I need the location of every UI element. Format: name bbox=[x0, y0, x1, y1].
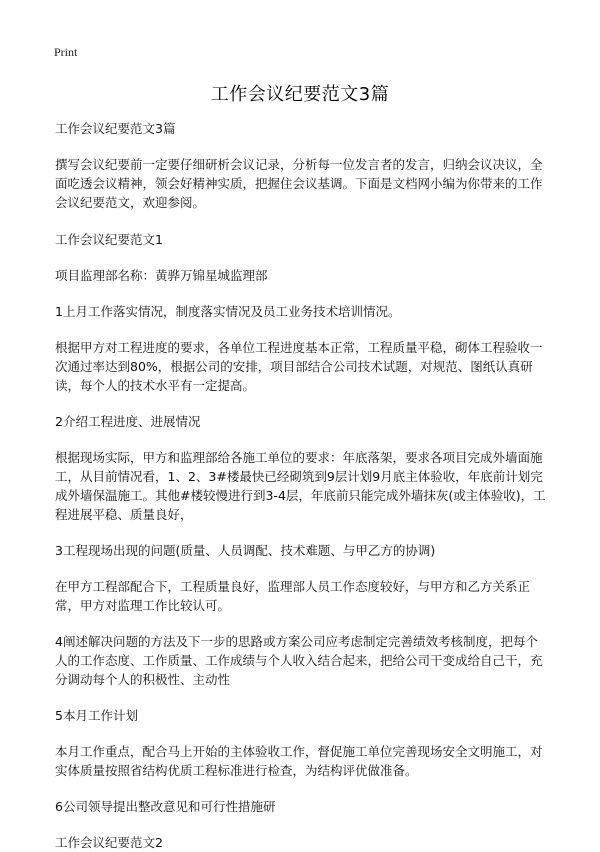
document-title: 工作会议纪要范文3篇 bbox=[210, 84, 390, 105]
paragraph-item-5: 本月工作重点，配合马上开始的主体验收工作，督促施工单位完善现场安全文明施工，对实体质量按照省结构优质工程标准进行检查，为结构评优做准备。 bbox=[55, 744, 543, 778]
section-heading-sample-2: 工作会议纪要范文2 bbox=[55, 835, 163, 850]
item-heading-2: 2介绍工程进度、进展情况 bbox=[55, 414, 201, 429]
print-link[interactable]: Print bbox=[54, 45, 78, 59]
item-heading-5: 5本月工作计划 bbox=[55, 708, 138, 723]
item-heading-6: 6公司领导提出整改意见和可行性措施研 bbox=[55, 799, 276, 814]
item-heading-1: 1上月工作落实情况，制度落实情况及员工业务技术培训情况。 bbox=[55, 304, 401, 319]
document-body bbox=[55, 119, 550, 852]
paragraph-project-name: 项目监理部名称：黄骅万锦星城监理部 bbox=[55, 268, 268, 283]
paragraph-item-1: 根据甲方对工程进度的要求，各单位工程进度基本正常，工程质量平稳，砌体工程验收一次通过率达到80%，根据公司的安排，项目部结合公司技术试题，对规范、图纸认真研读，每个人的技术水平有一定提高。 bbox=[55, 340, 543, 393]
item-heading-3: 3工程现场出现的问题(质量、人员调配、技术难题、与甲乙方的协调) bbox=[55, 543, 436, 558]
paragraph-subtitle: 工作会议纪要范文3篇 bbox=[55, 121, 176, 136]
paragraph-item-4: 4阐述解决问题的方法及下一步的思路或方案公司应考虑制定完善绩效考核制度，把每个人的工作态度、工作质量、工作成绩与个人收入结合起来，把给公司干变成给自己干，充分调动每个人的积极性、主动性 bbox=[55, 634, 543, 687]
paragraph-item-3: 在甲方工程部配合下，工程质量良好，监理部人员工作态度较好，与甲方和乙方关系正常，甲方对监理工作比较认可。 bbox=[55, 579, 531, 613]
section-heading-sample-1: 工作会议纪要范文1 bbox=[55, 232, 163, 247]
paragraph-intro: 撰写会议纪要前一定要仔细研析会议记录，分析每一位发言者的发言，归纳会议决议，全面吃透会议精神，领会好精神实质，把握住会议基调。下面是文档网小编为你带来的工作会议纪要范文，欢迎参阅。 bbox=[55, 157, 543, 210]
paragraph-item-2: 根据现场实际，甲方和监理部给各施工单位的要求：年底落架，要求各项目完成外墙面施工，从目前情况看，1、2、3#楼最快已经砌筑到9层计划9月底主体验收，年底前计划完成外墙保温施工。其他#楼较慢进行到3-4层，年底前只能完成外墙抹灰(或主体验收)，工程进展平稳、质量良好， bbox=[55, 450, 546, 522]
